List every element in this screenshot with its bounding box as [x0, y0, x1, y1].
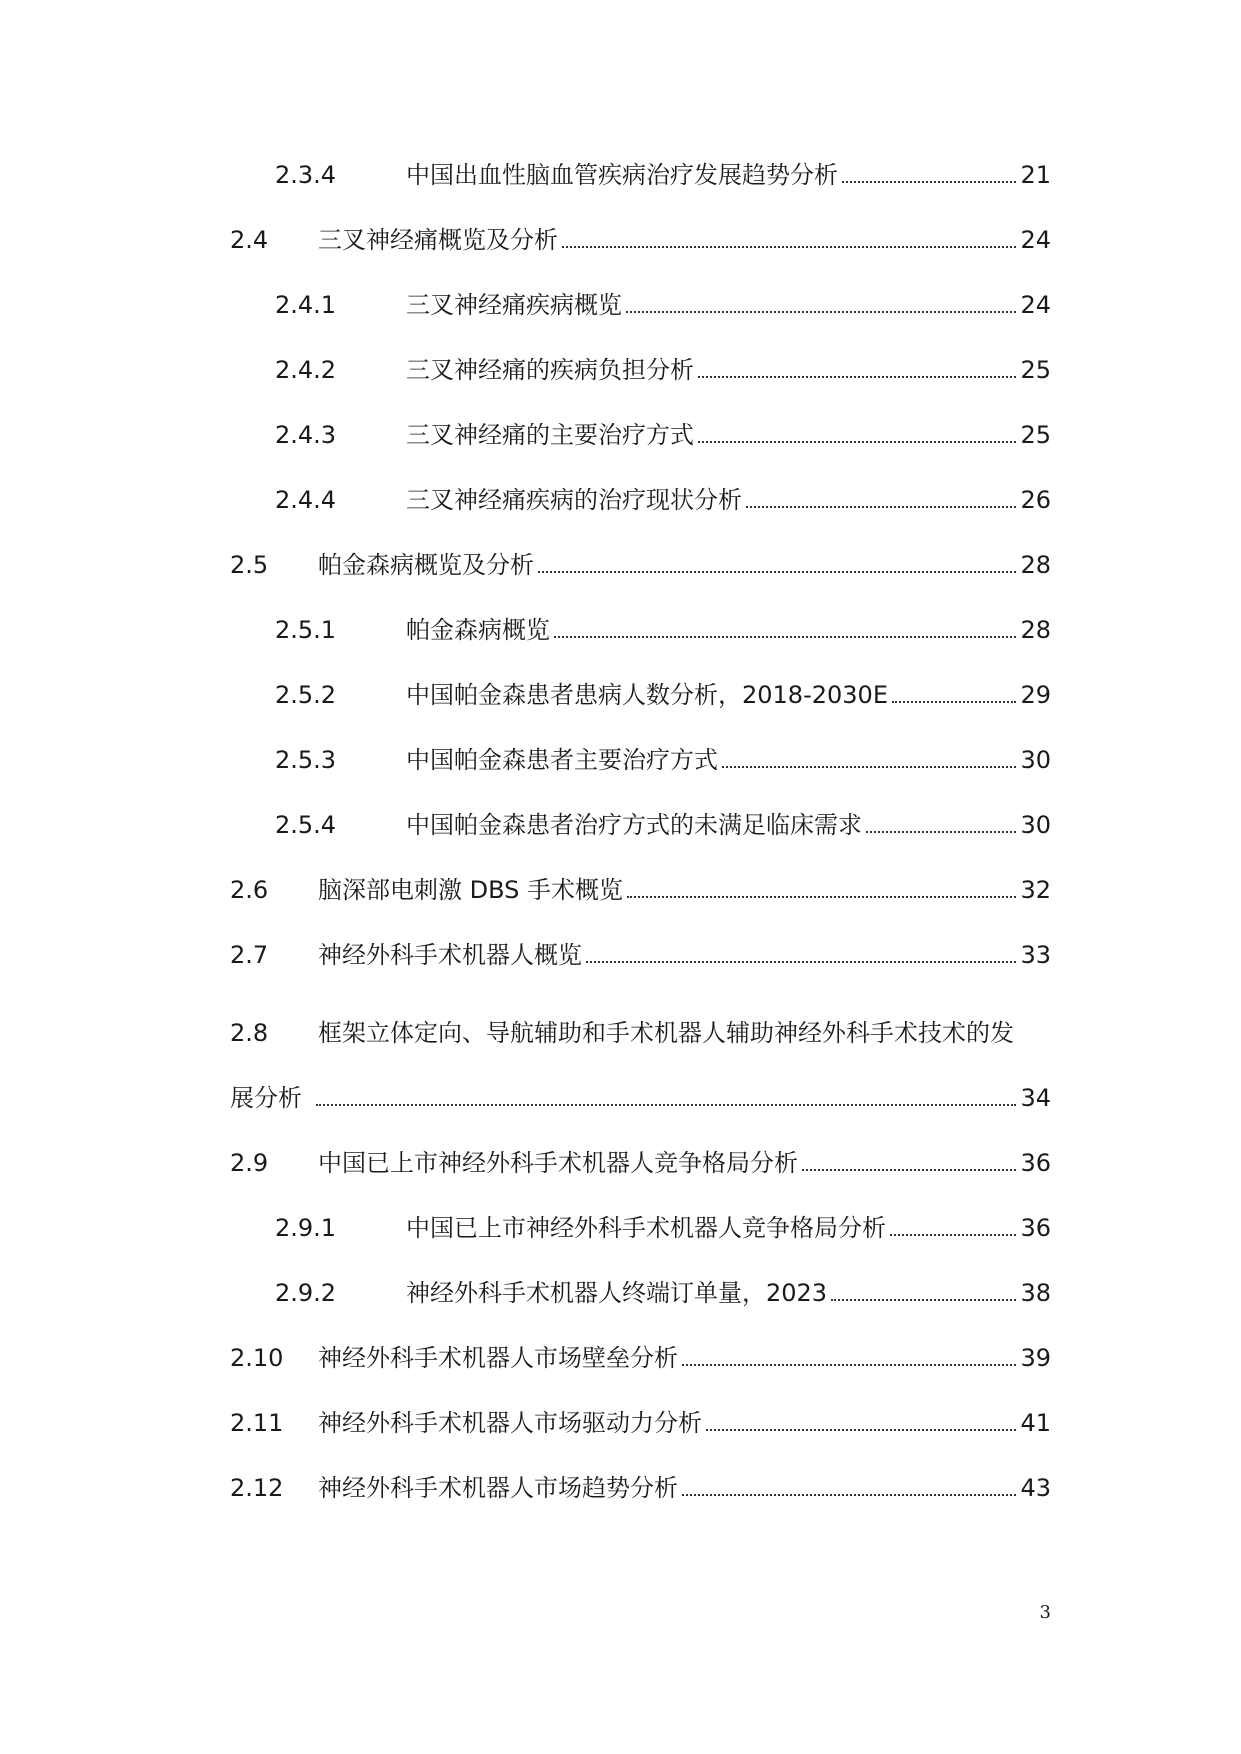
toc-entry[interactable] — [230, 1008, 1051, 1048]
toc-entry-number: 2.10 — [230, 1344, 284, 1372]
toc-entry[interactable] — [230, 1333, 1051, 1373]
dot-leader — [562, 246, 1016, 248]
toc-entry-page: 30 — [1020, 811, 1051, 839]
toc-entry-number: 2.9.2 — [275, 1279, 337, 1307]
toc-entry-number: 2.5 — [230, 551, 269, 579]
toc-entry[interactable] — [275, 605, 1051, 645]
toc-entry[interactable] — [275, 800, 1051, 840]
toc-entry-number: 2.5.4 — [275, 811, 337, 839]
toc-entry-number: 2.3.4 — [275, 161, 337, 189]
toc-entry-number: 2.5.1 — [275, 616, 337, 644]
toc-entry[interactable] — [275, 1268, 1051, 1308]
toc-entry-page: 33 — [1020, 941, 1051, 969]
toc-entry[interactable] — [275, 1203, 1051, 1243]
toc-entry-title: 三叉神经痛疾病的治疗现状分析 — [406, 486, 742, 514]
dot-leader — [682, 1364, 1016, 1366]
toc-entry[interactable] — [275, 345, 1051, 385]
toc-entry[interactable] — [275, 150, 1051, 190]
toc-entry-title: 中国帕金森患者主要治疗方式 — [406, 746, 718, 774]
toc-entry-number: 2.6 — [230, 876, 269, 904]
toc-entry-number: 2.12 — [230, 1474, 284, 1502]
dot-leader — [802, 1169, 1016, 1171]
toc-entry-page: 38 — [1020, 1279, 1051, 1307]
toc-entry-page: 32 — [1020, 876, 1051, 904]
toc-entry-title: 脑深部电刺激 DBS 手术概览 — [318, 876, 624, 904]
toc-entry-title: 中国出血性脑血管疾病治疗发展趋势分析 — [406, 161, 838, 189]
dot-leader — [706, 1429, 1016, 1431]
dot-leader — [866, 831, 1016, 833]
dot-leader — [316, 1104, 1016, 1106]
toc-entry-page: 36 — [1020, 1214, 1051, 1242]
toc-entry[interactable] — [230, 865, 1051, 905]
toc-entry-title: 神经外科手术机器人市场驱动力分析 — [318, 1409, 702, 1437]
toc-entry-title: 神经外科手术机器人市场壁垒分析 — [318, 1344, 678, 1372]
toc-entry-title: 三叉神经痛疾病概览 — [406, 291, 622, 319]
toc-entry-title: 中国帕金森患者治疗方式的未满足临床需求 — [406, 811, 862, 839]
toc-entry-title: 三叉神经痛的主要治疗方式 — [406, 421, 694, 449]
dot-leader — [538, 571, 1016, 573]
toc-entry-title-continued: 展分析 — [230, 1084, 302, 1112]
dot-leader — [586, 961, 1016, 963]
toc-entry-page: 28 — [1020, 616, 1051, 644]
dot-leader — [682, 1494, 1016, 1496]
page-number: 3 — [1039, 1602, 1051, 1623]
toc-entry[interactable] — [230, 930, 1051, 970]
toc-entry-number: 2.4.2 — [275, 356, 337, 384]
toc-entry-continuation[interactable] — [230, 1073, 1051, 1113]
toc-entry-title: 帕金森病概览及分析 — [318, 551, 534, 579]
toc-entry[interactable] — [275, 410, 1051, 450]
dot-leader — [890, 1234, 1016, 1236]
toc-entry-title: 帕金森病概览 — [406, 616, 550, 644]
toc-entry-page: 26 — [1020, 486, 1051, 514]
dot-leader — [698, 441, 1016, 443]
toc-entry-page: 24 — [1020, 291, 1051, 319]
dot-leader — [626, 311, 1016, 313]
toc-entry-number: 2.4 — [230, 226, 269, 254]
toc-entry-number: 2.4.1 — [275, 291, 337, 319]
dot-leader — [892, 701, 1016, 703]
toc-entry-title: 框架立体定向、导航辅助和手术机器人辅助神经外科手术技术的发 — [318, 1019, 1014, 1047]
dot-leader — [746, 506, 1016, 508]
dot-leader — [698, 376, 1016, 378]
toc-entry-page: 30 — [1020, 746, 1051, 774]
toc-entry-title: 中国帕金森患者患病人数分析，2018-2030E — [406, 681, 888, 709]
toc-entry-number: 2.9.1 — [275, 1214, 337, 1242]
dot-leader — [842, 181, 1016, 183]
toc-entry[interactable] — [275, 475, 1051, 515]
toc-entry[interactable] — [230, 540, 1051, 580]
toc-entry-page: 21 — [1020, 161, 1051, 189]
toc-entry-page: 41 — [1020, 1409, 1051, 1437]
toc-entry-page: 29 — [1020, 681, 1051, 709]
toc-entry-title: 三叉神经痛概览及分析 — [318, 226, 558, 254]
toc-entry-page: 25 — [1020, 421, 1051, 449]
toc-entry-page: 28 — [1020, 551, 1051, 579]
toc-entry[interactable] — [230, 1138, 1051, 1178]
toc-entry[interactable] — [230, 1398, 1051, 1438]
toc-entry-number: 2.4.3 — [275, 421, 337, 449]
toc-entry-number: 2.11 — [230, 1409, 284, 1437]
toc-entry-title: 三叉神经痛的疾病负担分析 — [406, 356, 694, 384]
toc-entry-page: 43 — [1020, 1474, 1051, 1502]
toc-entry-number: 2.5.2 — [275, 681, 337, 709]
toc-entry-title: 中国已上市神经外科手术机器人竞争格局分析 — [406, 1214, 886, 1242]
toc-entry-title: 中国已上市神经外科手术机器人竞争格局分析 — [318, 1149, 798, 1177]
toc-entry[interactable] — [230, 215, 1051, 255]
dot-leader — [831, 1299, 1016, 1301]
dot-leader — [722, 766, 1016, 768]
toc-entry-page: 39 — [1020, 1344, 1051, 1372]
dot-leader — [627, 896, 1016, 898]
toc-entry-title: 神经外科手术机器人概览 — [318, 941, 582, 969]
toc-entry-page: 34 — [1020, 1084, 1051, 1112]
toc-entry-title: 神经外科手术机器人市场趋势分析 — [318, 1474, 678, 1502]
toc-entry[interactable] — [275, 280, 1051, 320]
dot-leader — [554, 636, 1016, 638]
toc-entry[interactable] — [230, 1463, 1051, 1503]
toc-entry[interactable] — [275, 735, 1051, 775]
toc-entry[interactable] — [275, 670, 1051, 710]
toc-entry-number: 2.9 — [230, 1149, 269, 1177]
toc-entry-page: 24 — [1020, 226, 1051, 254]
toc-entry-page: 36 — [1020, 1149, 1051, 1177]
toc-entry-number: 2.7 — [230, 941, 269, 969]
toc-entry-number: 2.5.3 — [275, 746, 337, 774]
toc-entry-page: 25 — [1020, 356, 1051, 384]
toc-entry-number: 2.4.4 — [275, 486, 337, 514]
toc-entry-title: 神经外科手术机器人终端订单量，2023 — [406, 1279, 828, 1307]
toc-entry-number: 2.8 — [230, 1019, 269, 1047]
